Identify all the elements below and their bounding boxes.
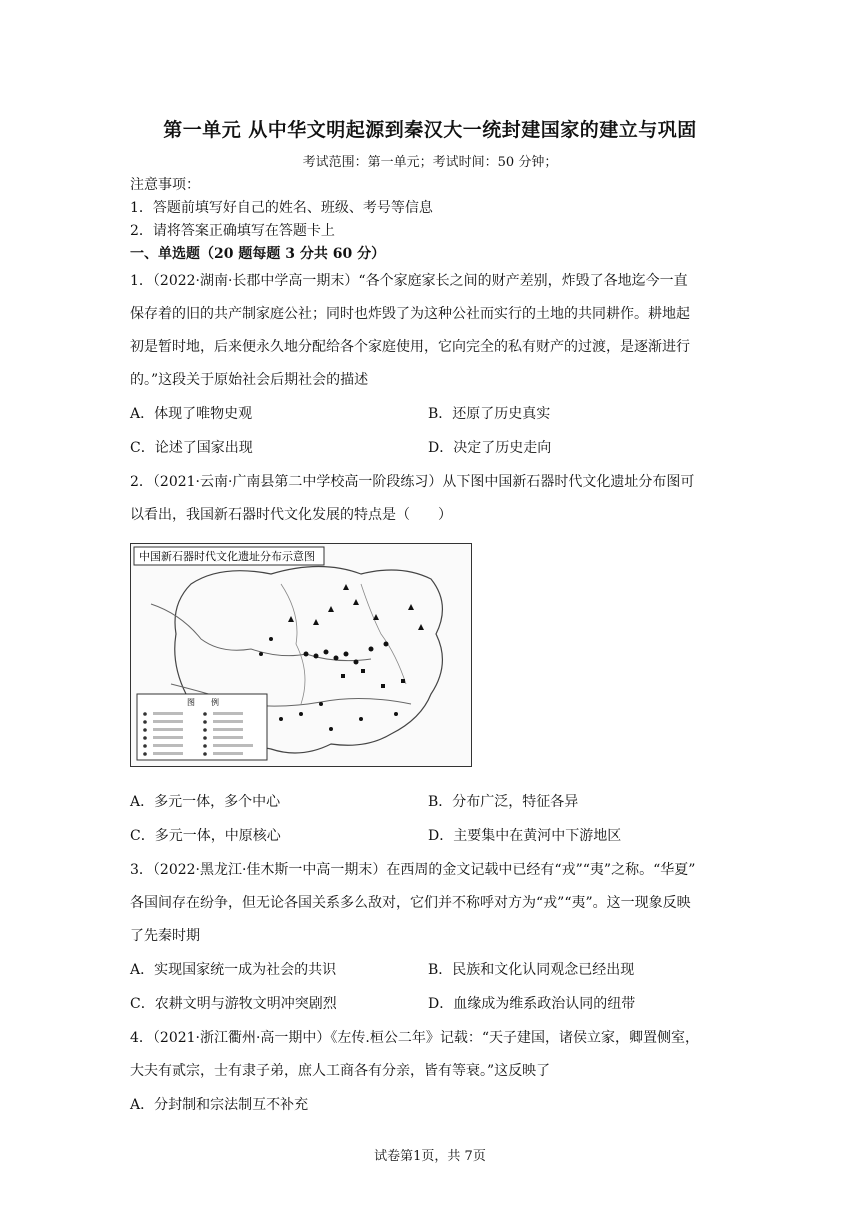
- neolithic-sites-map: [130, 543, 472, 767]
- question-3-option-a[interactable]: A．实现国家统一成为社会的共识: [130, 962, 337, 978]
- question-1-line: 1．（2022·湖南·长郡中学高一期末）“各个家庭家长之间的财产差别，炸毁了各地迄今一直: [130, 273, 688, 289]
- question-2-option-c[interactable]: C．多元一体，中原核心: [130, 828, 281, 844]
- question-3-line: 3．（2022·黑龙江·佳木斯一中高一期末）在西周的金文记载中已经有“戎”“夷”之称。“华夏”: [130, 862, 696, 878]
- question-4-option-a[interactable]: A．分封制和宗法制互不补充: [130, 1097, 309, 1113]
- note-item: 2．请将答案正确填写在答题卡上: [130, 223, 335, 239]
- question-1-line: 的。”这段关于原始社会后期社会的描述: [130, 372, 369, 388]
- question-3-line: 各国间存在纷争，但无论各国关系多么敌对，它们并不称呼对方为“戎”“夷”。这一现象反映: [130, 895, 691, 911]
- question-1-line: 初是暂时地，后来便永久地分配给各个家庭使用，它向完全的私有财产的过渡，是逐渐进行: [130, 339, 690, 355]
- question-2-option-d[interactable]: D．主要集中在黄河中下游地区: [428, 828, 622, 844]
- page-title: 第一单元 从中华文明起源到秦汉大一统封建国家的建立与巩固: [163, 119, 697, 141]
- map-title: 中国新石器时代文化遗址分布示意图: [139, 550, 315, 563]
- question-1-option-a[interactable]: A．体现了唯物史观: [130, 406, 253, 422]
- note-item: 1．答题前填写好自己的姓名、班级、考号等信息: [130, 200, 433, 216]
- map-legend-title: 图 例: [187, 698, 219, 707]
- question-2-option-b[interactable]: B．分布广泛，特征各异: [428, 794, 579, 810]
- question-1-option-b[interactable]: B．还原了历史真实: [428, 406, 551, 422]
- section-heading: 一、单选题（20 题每题 3 分共 60 分）: [130, 246, 386, 262]
- question-3-option-b[interactable]: B．民族和文化认同观念已经出现: [428, 962, 635, 978]
- question-3-option-d[interactable]: D．血缘成为维系政治认同的纽带: [428, 996, 636, 1012]
- question-1-option-d[interactable]: D．决定了历史走向: [428, 440, 552, 456]
- exam-meta: 考试范围：第一单元；考试时间：50 分钟；: [302, 155, 558, 170]
- question-1-line: 保存着的旧的共产制家庭公社；同时也炸毁了为这种公社而实行的土地的共同耕作。耕地起: [130, 306, 690, 322]
- question-1-option-c[interactable]: C．论述了国家出现: [130, 440, 253, 456]
- question-4-line: 大夫有贰宗，士有隶子弟，庶人工商各有分亲，皆有等衰。”这反映了: [130, 1063, 551, 1079]
- site-markers: [259, 584, 424, 731]
- question-2-option-a[interactable]: A．多元一体，多个中心: [130, 794, 281, 810]
- question-2-line: 2．（2021·云南·广南县第二中学校高一阶段练习）从下图中国新石器时代文化遗址分布图可: [130, 474, 695, 490]
- question-4-line: 4．（2021·浙江衢州·高一期中）《左传.桓公二年》记载：“天子建国，诸侯立家，卿置侧室，: [130, 1030, 700, 1046]
- question-2-line: 以看出，我国新石器时代文化发展的特点是（ ）: [130, 507, 452, 523]
- page-footer: 试卷第1页，共 7页: [374, 1149, 486, 1164]
- question-3-option-c[interactable]: C．农耕文明与游牧文明冲突剧烈: [130, 996, 337, 1012]
- notes-heading: 注意事项：: [130, 177, 200, 193]
- question-3-line: 了先秦时期: [130, 928, 200, 944]
